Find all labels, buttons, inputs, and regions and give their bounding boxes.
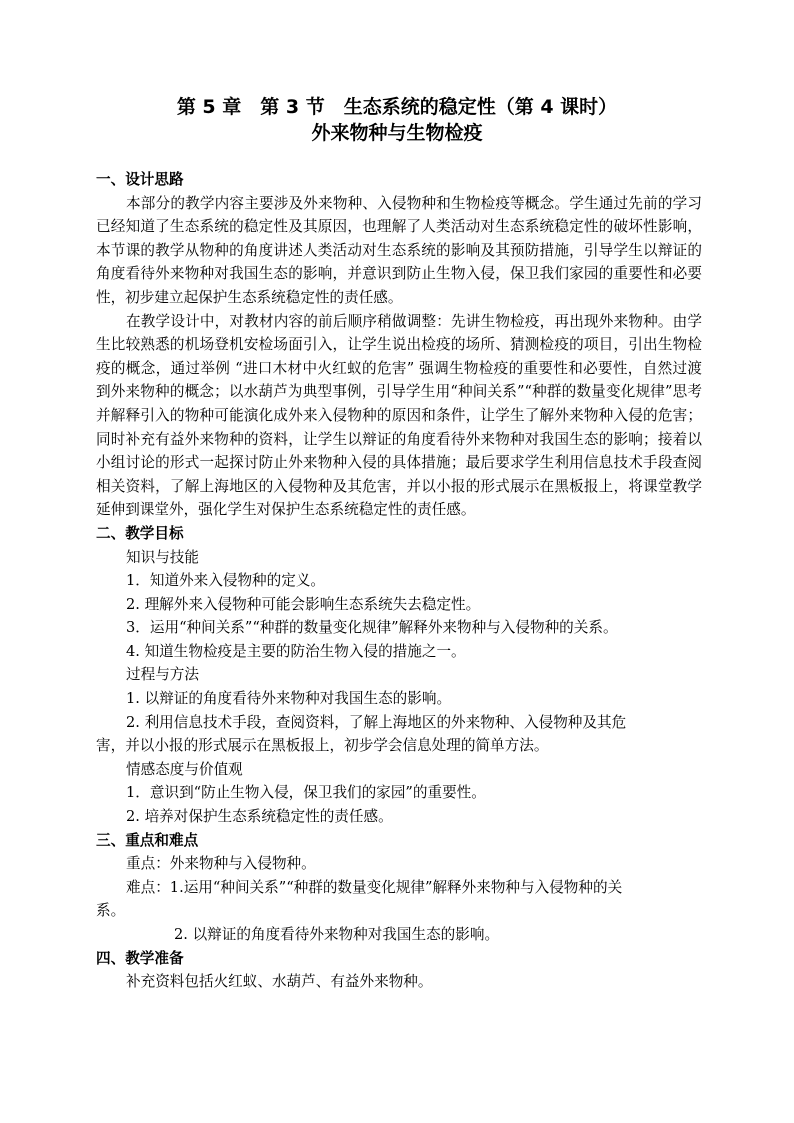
lesson-title: 外来物种与生物检疫 [311,122,483,144]
difficult-point-continued: 系。 [96,902,126,920]
objective-item: 2. 理解外来入侵物种可能会影响生态系统失去稳定性。 [126,595,481,613]
difficult-point: 难点：1.运用“种间关系”“种群的数量变化规律”解释外来物种与入侵物种的关 [126,878,623,896]
design-paragraph-1: 本部分的教学内容主要涉及外来物种、入侵物种和生物检疫等概念。学生通过先前的学习已经知道了生态系统的稳定性及其原因，也理解了人类活动对生态系统稳定性的破坏性影响，本节课的教学从物种的角度讲述人类活动对生态系统的影响及其预防措施，引导学生以辩证的角度看待外来物种对我国生态的影响，并意识到防止生物入侵，保卫我们家园的重要性和必要性，初步建立起保护生态系统稳定性的责任感。 [96,194,702,306]
objective-item: 2. 培养对保护生态系统稳定性的责任感。 [126,808,393,826]
chapter-title: 第 5 章 第 3 节 生态系统的稳定性（第 4 课时） [176,96,618,118]
section-heading-design: 一、设计思路 [96,171,184,188]
preparation-text: 补充资料包括火红蚁、水葫芦、有益外来物种。 [126,973,433,991]
section-heading-objectives: 二、教学目标 [96,524,184,542]
objective-group-label: 知识与技能 [126,548,199,566]
objective-group-label: 过程与方法 [126,666,199,684]
document-body [96,168,702,994]
objective-item: 3．运用“种间关系”“种群的数量变化规律”解释外来物种与入侵物种的关系。 [126,619,618,637]
key-point: 重点：外来物种与入侵物种。 [126,855,316,873]
objective-item: 1. 以辩证的角度看待外来物种对我国生态的影响。 [126,690,452,708]
design-paragraph-2: 在教学设计中，对教材内容的前后顺序稍做调整：先讲生物检疫，再出现外来物种。由学生比较熟悉的机场登机安检场面引入，让学生说出检疫的场所、猜测检疫的项目，引出生物检疫的概念，通过举例 “进口木材中火红蚁的危害” 强调生物检疫的重要性和必要性，自然过渡到外来物种的概念；以水葫芦为典型事例，引导学生用“种间关系”“种群的数量变化规律”思考并解释引入的物种可能演化成外来入侵物种的原因和条件，让学生了解外来物种入侵的危害；同时补充有益外来物种的资料，让学生以辩证的角度看待外来物种对我国生态的影响；接着以小组讨论的形式一起探讨防止外来物种入侵的具体措施；最后要求学生利用信息技术手段查阅相关资料，了解上海地区的入侵物种及其危害，并以小报的形式展示在黑板报上，将课堂教学延伸到课堂外，强化学生对保护生态系统稳定性的责任感。 [96,312,702,519]
section-heading-preparation: 四、教学准备 [96,949,184,967]
objective-item: 1．意识到“防止生物入侵，保卫我们的家园”的重要性。 [126,784,486,802]
objective-item: 2. 利用信息技术手段，查阅资料，了解上海地区的外来物种、入侵物种及其危 [126,713,627,731]
objective-item-continued: 害，并以小报的形式展示在黑板报上，初步学会信息处理的简单方法。 [96,737,549,755]
objective-item: 1．知道外来入侵物种的定义。 [126,572,326,590]
difficult-point-item: 2. 以辩证的角度看待外来物种对我国生态的影响。 [174,926,500,943]
section-heading-key-points: 三、重点和难点 [96,831,199,849]
objective-item: 4. 知道生物检疫是主要的防治生物入侵的措施之一。 [126,642,466,660]
objective-group-label: 情感态度与价值观 [126,760,243,778]
